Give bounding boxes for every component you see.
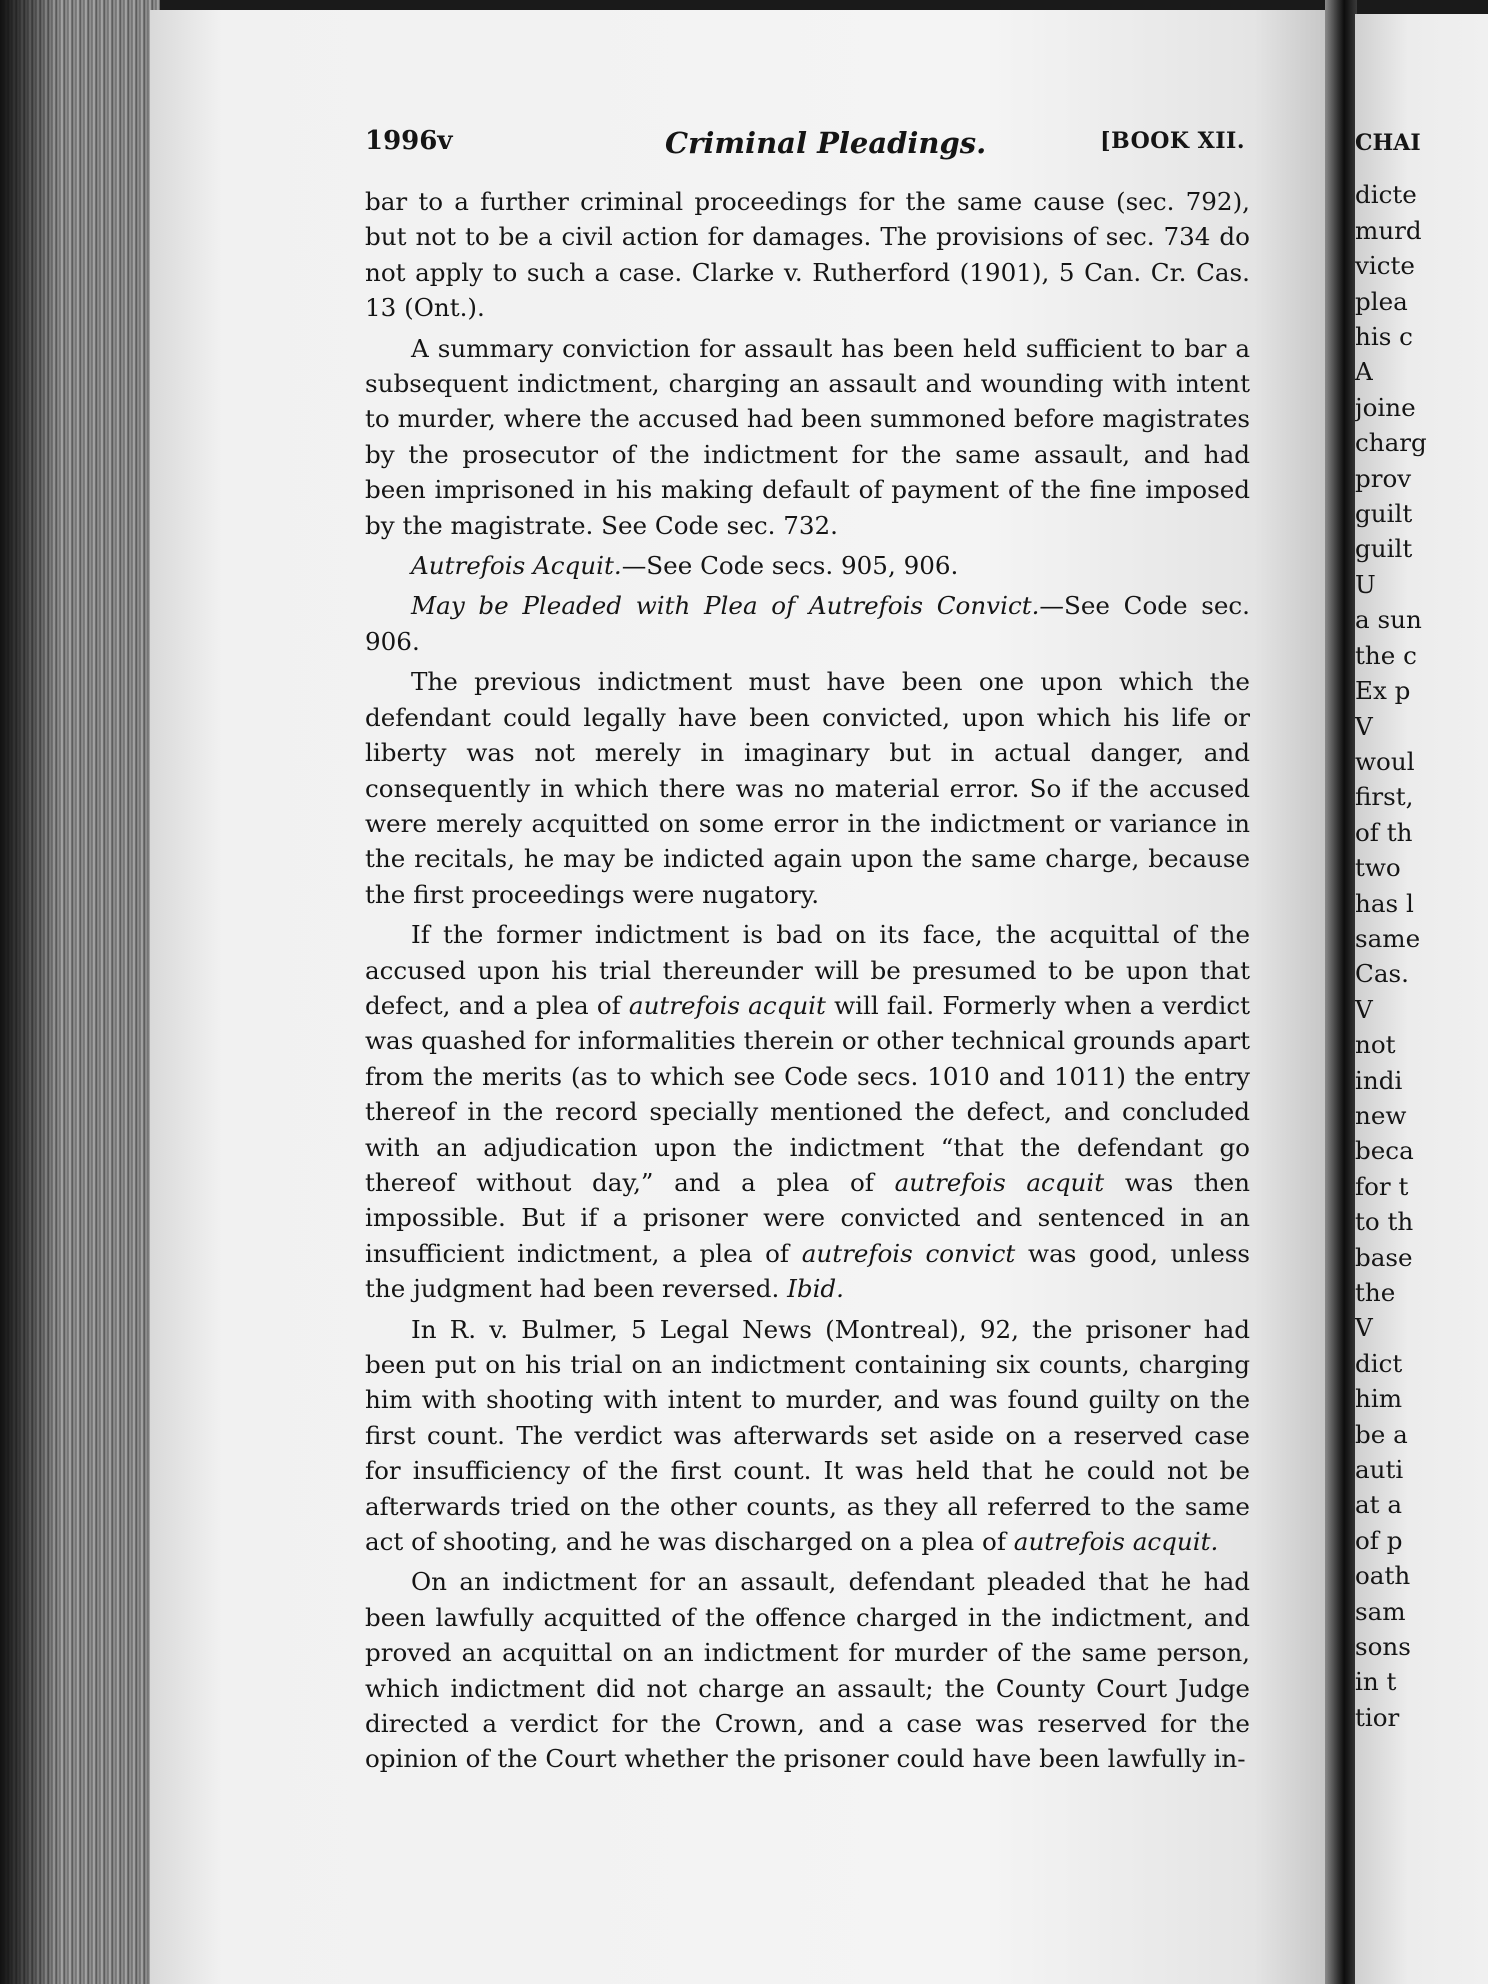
facing-page-line: U (1355, 569, 1376, 599)
facing-page-line: at a (1355, 1490, 1403, 1520)
italic-term: autrefois acquit (894, 1167, 1105, 1197)
facing-page-line: not (1355, 1030, 1396, 1060)
facing-page-line: victe (1355, 251, 1415, 281)
facing-page-line: A (1355, 357, 1373, 387)
facing-page-lines (1355, 177, 1488, 1735)
facing-page-line: V (1355, 1313, 1373, 1343)
page-number: 1996v (365, 126, 453, 156)
facing-page-line: him (1355, 1384, 1403, 1414)
facing-page-line: dict (1355, 1348, 1403, 1378)
facing-page-line: of th (1355, 817, 1413, 847)
italic-term: autrefois acquit (628, 990, 826, 1020)
facing-page-line: sons (1355, 1632, 1411, 1662)
facing-page-line: V (1355, 711, 1373, 741)
facing-page-line: Ex p (1355, 676, 1411, 706)
facing-page (1355, 14, 1488, 1984)
facing-page-line: first, (1355, 782, 1414, 812)
facing-page-line: his c (1355, 322, 1413, 352)
text-run: was good, unless the judgment had been reversed. (365, 1238, 1251, 1304)
facing-page-header: CHAI (1355, 130, 1421, 156)
paragraph-4 (365, 588, 1250, 659)
paragraph-7 (365, 1312, 1250, 1560)
facing-page-line: oath (1355, 1561, 1411, 1591)
facing-page-line: the (1355, 1278, 1396, 1307)
paragraph-3 (365, 548, 1250, 583)
paragraph-8: On an indictment for an assault, defendant pleaded that he had been lawfully acquitted of the offence charged in the indictment, and proved an acquittal on an indictment for murder of the same person, which indictment did not charge an assault; the County Court Judge directed a verdict for the Crown, and a case was reserved for the opinion of the Court whether the prisoner could have been lawfully in- (365, 1567, 1250, 1774)
facing-page-line: same (1355, 923, 1421, 953)
facing-page-line: in t (1355, 1667, 1397, 1697)
facing-page-line: murd (1355, 215, 1422, 245)
facing-page-line: charg (1355, 428, 1427, 458)
paragraph-6 (365, 917, 1250, 1306)
text-run: was then impossible. But if a prisoner were convicted and sentenced in an insufficient indictment, a plea of (365, 1167, 1250, 1268)
facing-page-line: beca (1355, 1136, 1414, 1166)
facing-page-line: guilt (1355, 534, 1413, 564)
facing-page-line: of p (1355, 1525, 1403, 1555)
italic-term: autrefois acquit. (1013, 1527, 1219, 1557)
section-heading-autrefois-acquit: Autrefois Acquit. (411, 551, 622, 581)
paragraph-1: bar to a further criminal proceedings for the same cause (sec. 792), but not to be a civil action for damages. The provisions of sec. 734 do not apply to such a case. Clarke v. Rutherford (1901), 5 Can. Cr. Cas. 13 (Ont.). (365, 187, 1250, 323)
section-text: —See Code sec. 906. (365, 591, 1250, 656)
facing-page-line: guilt (1355, 499, 1413, 529)
facing-page-line: V (1355, 994, 1373, 1024)
facing-page-line: Cas. (1355, 959, 1409, 989)
book-label: [BOOK XII. (1100, 128, 1245, 154)
facing-page-line: to th (1355, 1207, 1414, 1237)
text-run: In R. v. Bulmer, 5 Legal News (Montreal), 92, the prisoner had been put on his trial on an indictment containing six counts, charging him with shooting with intent to murder, and was found guilty on the first count. The verdict was afterwards set aside on a reserved case for insufficiency of the first count. It was held that he could not be afterwards tried on the other counts, as they all referred to the same act of shooting, and he was discharged on a plea of (365, 1314, 1250, 1557)
facing-page-line: base (1355, 1242, 1413, 1272)
paragraph-5: The previous indictment must have been one upon which the defendant could legally have been convicted, upon which his life or liberty was not merely in imaginary but in actual danger, and consequently in which there was no material error. So if the accused were merely acquitted on some error in the indictment or variance in the recitals, he may be indicted again upon the same charge, because the first proceedings were nugatory. (365, 667, 1250, 909)
facing-page-line: be a (1355, 1419, 1408, 1449)
facing-page-line: prov (1355, 463, 1412, 493)
page-body (365, 184, 1250, 1782)
paragraph-2: A summary conviction for assault has been held sufficient to bar a subsequent indictment, charging an assault and wounding with intent to murder, where the accused had been summoned before magistrates by the prosecutor of the indictment for the same assault, and had been imprisoned in his making default of payment of the fine imposed by the magistrate. See Code sec. 732. (365, 333, 1250, 540)
italic-term: Ibid. (787, 1274, 844, 1304)
facing-page-line: a sun (1355, 605, 1422, 635)
facing-page-line: dicte (1355, 180, 1417, 210)
facing-page-line: plea (1355, 286, 1408, 316)
text-run: will fail. Formerly when a verdict was quashed for informalities therein or other technical grounds apart from the merits (as to which see Code secs. 1010 and 1011) the entry thereof in the record specially mentioned the defect, and concluded with an adjudication upon the indictment “that the defendant go thereof without day,” and a plea of (365, 990, 1250, 1197)
facing-page-line: auti (1355, 1455, 1404, 1485)
facing-page-line: indi (1355, 1065, 1403, 1095)
facing-page-line: the c (1355, 640, 1417, 670)
facing-page-line: joine (1355, 392, 1416, 422)
section-text: —See Code secs. 905, 906. (621, 551, 959, 581)
facing-page-line: tior (1355, 1702, 1400, 1732)
book-gutter (1325, 0, 1357, 1984)
running-header (365, 126, 1245, 166)
fore-edge-shadow (0, 0, 60, 1984)
facing-page-text (1355, 126, 1488, 1735)
italic-term: autrefois convict (801, 1238, 1016, 1268)
facing-page-line: for t (1355, 1171, 1409, 1201)
text-run: If the former indictment is bad on its face, the acquittal of the accused upon his trial thereunder will be presumed to be upon that defect, and a plea of (365, 920, 1250, 1020)
facing-page-line: two (1355, 853, 1401, 883)
facing-page-line: sam (1355, 1596, 1406, 1626)
section-heading-plea-convict: May be Pleaded with Plea of Autrefois Convict. (411, 591, 1040, 621)
facing-page-line: has l (1355, 888, 1414, 918)
running-title: Criminal Pleadings. (665, 126, 987, 160)
facing-page-line: new (1355, 1100, 1407, 1130)
facing-page-line: woul (1355, 746, 1415, 776)
